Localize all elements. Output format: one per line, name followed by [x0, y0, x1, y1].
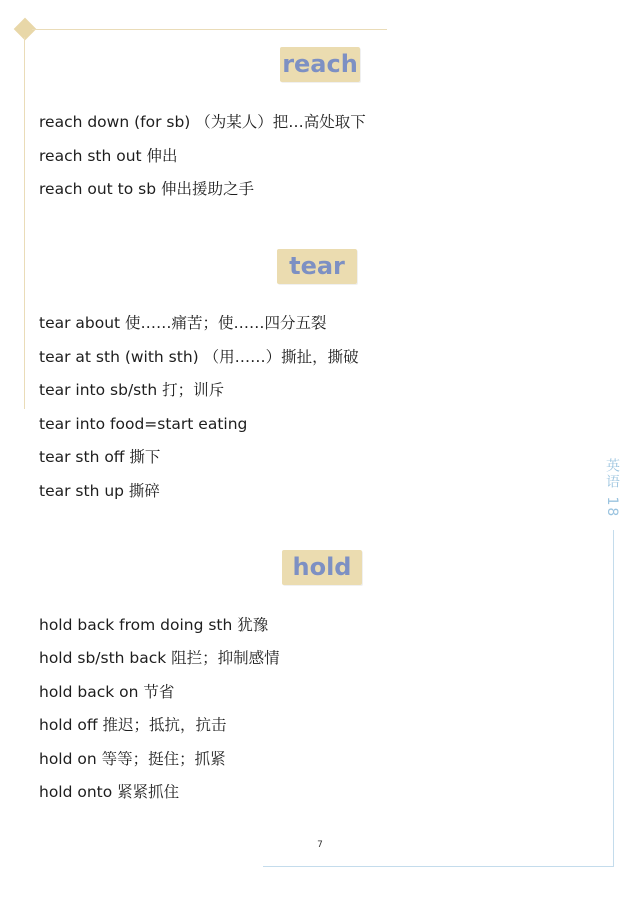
phrase-item: hold sb/sth back 阻拦；抑制感情 [39, 649, 280, 667]
phrase-item: hold back from doing sth 犹豫 [39, 616, 269, 634]
bottom-border-line [263, 866, 614, 867]
phrase-item: hold on 等等；挺住；抓紧 [39, 750, 226, 768]
section-heading-tear: tear [277, 249, 357, 284]
phrase-item: hold back on 节省 [39, 683, 175, 701]
phrase-item: reach out to sb 伸出援助之手 [39, 180, 254, 198]
phrase-item: tear sth up 撕碎 [39, 482, 160, 500]
left-border-line [24, 37, 25, 409]
phrase-item: tear into sb/sth 打；训斥 [39, 381, 225, 399]
phrase-item: tear into food=start eating [39, 415, 248, 433]
page-number: 7 [317, 840, 323, 850]
right-border-line [613, 530, 614, 866]
phrase-item: reach sth out 伸出 [39, 147, 178, 165]
section-heading-hold: hold [282, 550, 362, 585]
top-border-line [32, 29, 387, 30]
phrase-item: tear about 使……痛苦；使……四分五裂 [39, 314, 327, 332]
phrase-item: tear sth off 撕下 [39, 448, 161, 466]
phrase-item: tear at sth (with sth) （用……）撕扯，撕破 [39, 348, 359, 366]
phrase-item: reach down (for sb) （为某人）把…高处取下 [39, 113, 366, 131]
phrase-item: hold onto 紧紧抓住 [39, 783, 180, 801]
section-heading-reach: reach [280, 47, 360, 82]
side-label: 英语 18 [604, 458, 620, 519]
phrase-item: hold off 推迟；抵抗，抗击 [39, 716, 227, 734]
